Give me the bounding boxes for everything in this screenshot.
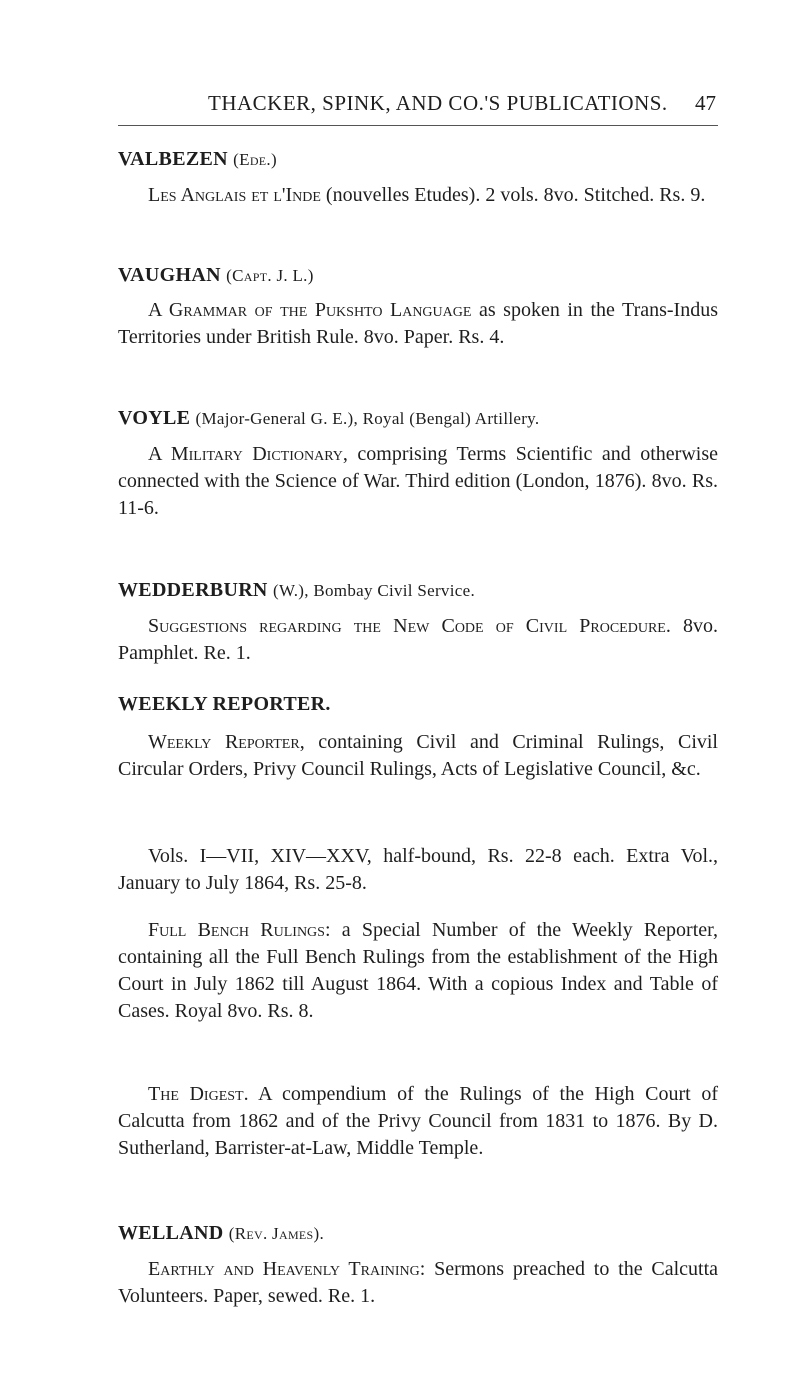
book-details: 8vo. Pamphlet. Re. 1. xyxy=(118,615,718,664)
author-detail: (Ede.) xyxy=(233,150,277,169)
page-number: 47 xyxy=(695,91,716,115)
book-title: The Digest. xyxy=(148,1083,249,1105)
book-details: , comprising Terms Scientific and otherwise connected with the Science of War. Third edition (London, 1876). 8vo. Rs. 11-6. xyxy=(118,443,718,519)
entry-description xyxy=(118,729,718,783)
book-details: : Sermons preached to the Calcutta Volunteers. Paper, sewed. Re. 1. xyxy=(118,1258,719,1307)
book-details: (nouvelles Etudes). 2 vols. 8vo. Stitched. Rs. 9. xyxy=(320,184,706,206)
book-details: A compendium of the Rulings of the High Court of Calcutta from 1862 and of the Privy Council from 1831 to 1876. By D. Sutherland, Barrister-at-Law, Middle Temple. xyxy=(118,1083,718,1159)
author-name: VALBEZEN xyxy=(118,148,228,170)
author-name: VOYLE xyxy=(118,407,191,429)
entry-heading-wedderburn xyxy=(118,579,475,602)
book-title: Full Bench Rulings xyxy=(148,919,325,941)
book-details: : a Special Number of the Weekly Reporter, containing all the Full Bench Rulings from the establishment of the High Court in July 1862 till August 1864. With a copious Index and Table of Cases. Royal 8vo. Rs. 8. xyxy=(118,919,718,1022)
author-detail: (Rev. James). xyxy=(228,1224,325,1243)
entry-description xyxy=(118,441,718,522)
author-detail: (W.), Bombay Civil Service. xyxy=(273,581,475,600)
book-title: Weekly Reporter xyxy=(148,731,300,753)
book-title: Earthly and Heavenly Training xyxy=(148,1258,420,1280)
entry-heading-vaughan xyxy=(118,264,314,287)
entry-heading-weekly-reporter xyxy=(118,693,331,716)
running-header xyxy=(118,91,718,126)
entry-description xyxy=(118,182,718,209)
entry-volumes xyxy=(118,843,718,897)
book-details: , containing Civil and Criminal Rulings, Civil Circular Orders, Privy Council Rulings, Acts of Legislative Council, &c. xyxy=(118,731,718,780)
author-name: VAUGHAN xyxy=(118,264,221,286)
book-title: Les Anglais et l'Inde xyxy=(148,184,321,206)
author-detail: (Capt. J. L.) xyxy=(226,266,314,285)
entry-description xyxy=(118,297,718,351)
running-title: THACKER, SPINK, AND CO.'S PUBLICATIONS. xyxy=(208,91,668,115)
entry-description xyxy=(118,1081,718,1162)
author-detail: (Major-General G. E.), Royal (Bengal) Artillery. xyxy=(195,409,540,428)
entry-description xyxy=(118,917,718,1025)
entry-heading-welland xyxy=(118,1222,324,1245)
book-details: as spoken in the Trans-Indus Territories under British Rule. 8vo. Paper. Rs. 4. xyxy=(118,299,718,348)
author-name: WELLAND xyxy=(118,1222,224,1244)
entry-heading-valbezen xyxy=(118,148,277,171)
book-title: A Military Dictionary xyxy=(148,443,343,465)
book-details: Vols. I—VII, XIV—XXV, half-bound, Rs. 22-8 each. Extra Vol., January to July 1864, Rs. 25-8. xyxy=(118,845,718,894)
entry-heading-voyle xyxy=(118,407,539,430)
entry-description xyxy=(118,1256,718,1310)
book-title: A Grammar of the Pukshto Language xyxy=(148,299,472,321)
author-name: WEDDERBURN xyxy=(118,579,268,601)
book-title: Suggestions regarding the New Code of Civil Procedure. xyxy=(148,615,671,637)
author-name: WEEKLY REPORTER. xyxy=(118,693,331,715)
entry-description xyxy=(118,613,718,667)
